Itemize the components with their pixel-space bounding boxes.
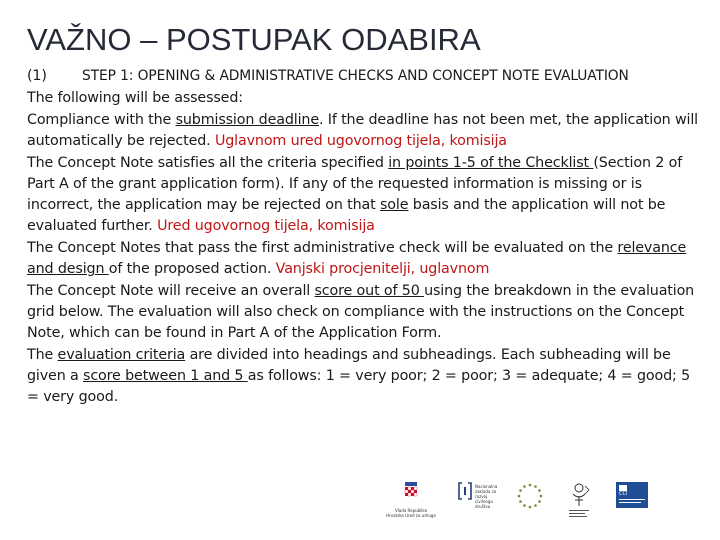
responsible-note: Ured ugovornog tijela, komisija (157, 218, 375, 234)
evaluation-criteria-term: evaluation criteria (57, 347, 186, 363)
text-segment: as follows: 1 = very poor; 2 = poor; 3 = adequate; 4 = good; 5 = very good. (27, 368, 691, 405)
text-segment: Compliance with the (27, 112, 176, 128)
score-paragraph (27, 281, 699, 344)
eu-logo (516, 482, 544, 510)
step-title: STEP 1: OPENING & ADMINISTRATIVE CHECKS AND CONCEPT NOTE EVALUATION (82, 68, 629, 84)
step-number: (1) (27, 68, 47, 84)
score-range-term: score between 1 and 5 (83, 368, 248, 384)
bracket-icon (458, 482, 472, 500)
responsible-note: Uglavnom ured ugovornog tijela, komisija (214, 133, 507, 149)
text-segment: The Concept Notes that pass the first administrative check will be evaluated on the (27, 240, 618, 256)
text-segment: basis and the application will not be evaluated further. (27, 197, 666, 234)
partner-logos (378, 478, 678, 520)
relevance-design-term: relevance and design (27, 240, 687, 277)
checklist-term: in points 1-5 of the Checklist (388, 155, 594, 171)
coat-of-arms-icon (386, 480, 436, 508)
responsible-note: Vanjski procjenitelji, uglavnom (275, 261, 490, 277)
text-segment: The Concept Note will receive an overall (27, 283, 315, 299)
croatian-government-logo (386, 480, 436, 520)
text-segment: (Section 2 of Part A of the grant application form). If any of the requested information is missing or is incorrect, the application may be rejected on that (27, 155, 683, 213)
text-segment: using the breakdown in the evaluation grid below. The evaluation will also check on compliance with the instructions on the Concept Note, which can be found in Part A of the Application Form. (27, 283, 695, 341)
cci-logo (616, 482, 648, 508)
cci-logo-text: CCI (619, 491, 628, 497)
page-title: VAŽNO – POSTUPAK ODABIRA (27, 22, 481, 57)
government-logo-text: Vlada Republike Hrvatske Ured za udruge (386, 508, 436, 518)
text-segment: The Concept Note satisfies all the criteria specified (27, 155, 389, 171)
national-foundation-logo (458, 482, 506, 520)
text-segment: are divided into headings and subheadings. Each subheading will be given a (27, 347, 671, 384)
relevance-paragraph (27, 238, 699, 280)
evaluation-paragraph (27, 345, 699, 408)
text-segment: of the proposed action. (108, 261, 276, 277)
submission-deadline-term: submission deadline (175, 112, 319, 128)
ministry-logo (563, 480, 603, 520)
content-body (27, 66, 699, 409)
deadline-paragraph (27, 110, 699, 152)
eu-stars-icon (516, 482, 544, 510)
step-heading (27, 66, 699, 87)
figure-emblem-icon (563, 480, 603, 520)
foundation-logo-text: Nacionalna zaklada za razvoj civilnoga društva (475, 484, 498, 509)
text-segment: The (27, 347, 58, 363)
text-segment: . If the deadline has not been met, the application will automatically be rejected. (27, 112, 699, 149)
intro-paragraph: The following will be assessed: (27, 90, 243, 106)
score-term: score out of 50 (314, 283, 425, 299)
criteria-paragraph (27, 153, 699, 237)
sole-term: sole (380, 197, 409, 213)
